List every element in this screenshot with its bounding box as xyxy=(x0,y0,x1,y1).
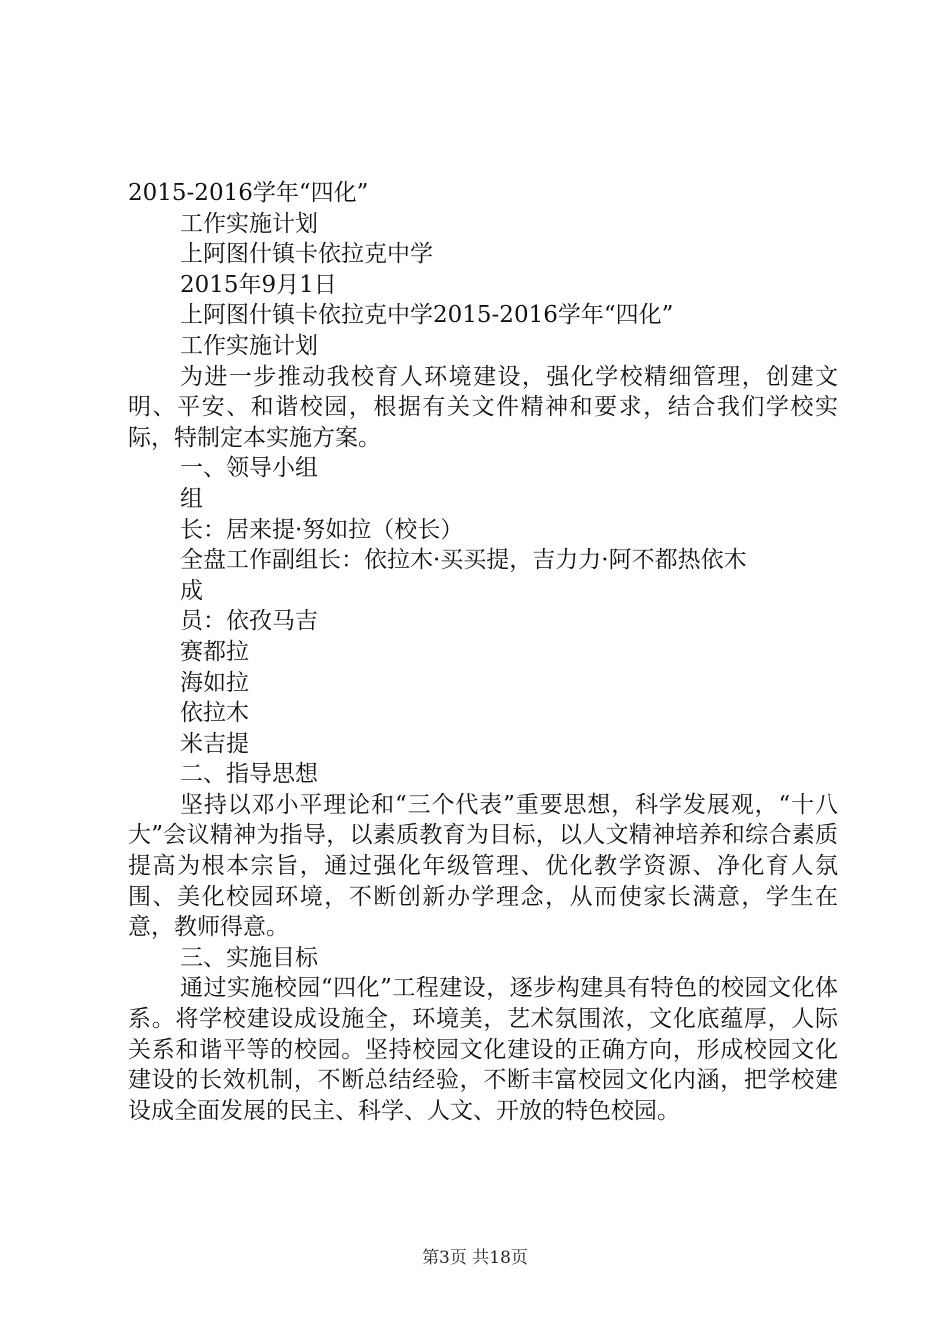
section-heading-guiding-ideology: 二、指导思想 xyxy=(180,761,318,788)
full-title-line: 上阿图什镇卡依拉克中学2015-2016学年“四化” xyxy=(180,302,674,329)
page-number-footer: 第3页 共18页 xyxy=(422,1248,528,1268)
goals-paragraph: 通过实施校园“四化”工程建设，逐步构建具有特色的校园文化体系。将学校建设成设施全，环境美，艺术氛围浓，文化底蕴厚，人际关系和谐平等的校园。坚持校园文化建设的正确方向，形成校园文化建设的长效机制，不断总结经验，不断丰富校园文化内涵，把学校建设成全面发展的民主、科学、人文、开放的特色校园。 xyxy=(128,975,838,1124)
school-name-line: 上阿图什镇卡依拉克中学 xyxy=(180,241,433,268)
section-heading-leadership: 一、领导小组 xyxy=(180,455,318,482)
leader-prefix: 组 xyxy=(180,485,203,512)
date-line: 2015年9月1日 xyxy=(180,271,337,298)
intro-paragraph: 为进一步推动我校育人环境建设，强化学校精细管理，创建文明、平安、和谐校园，根据有关文件精神和要求，结合我们学校实际，特制定本实施方案。 xyxy=(128,363,838,451)
leader-line: 长：居来提·努如拉（校长） xyxy=(180,516,464,543)
document-title-line: 2015-2016学年“四化” xyxy=(128,180,369,206)
members-prefix: 成 xyxy=(180,577,203,604)
full-subtitle-line: 工作实施计划 xyxy=(180,332,318,359)
section-heading-goals: 三、实施目标 xyxy=(180,944,318,971)
member-item: 依拉木 xyxy=(180,700,249,727)
guiding-ideology-paragraph: 坚持以邓小平理论和“三个代表”重要思想，科学发展观，“十八大”会议精神为指导，以素质教育为目标，以人文精神培养和综合素质提高为根本宗旨，通过强化年级管理、优化教学资源、净化育人氛围、美化校园环境，不断创新办学理念，从而使家长满意，学生在意，教师得意。 xyxy=(128,791,838,941)
document-body xyxy=(128,178,838,1126)
member-item: 赛都拉 xyxy=(180,638,249,665)
member-item: 员：依孜马吉 xyxy=(180,608,318,635)
member-item: 海如拉 xyxy=(180,669,249,696)
member-item: 米吉提 xyxy=(180,730,249,757)
deputy-paragraph: 全盘工作副组长：依拉木·买买提，吉力力·阿不都热依木 xyxy=(180,547,747,574)
document-subtitle-line: 工作实施计划 xyxy=(180,210,318,237)
